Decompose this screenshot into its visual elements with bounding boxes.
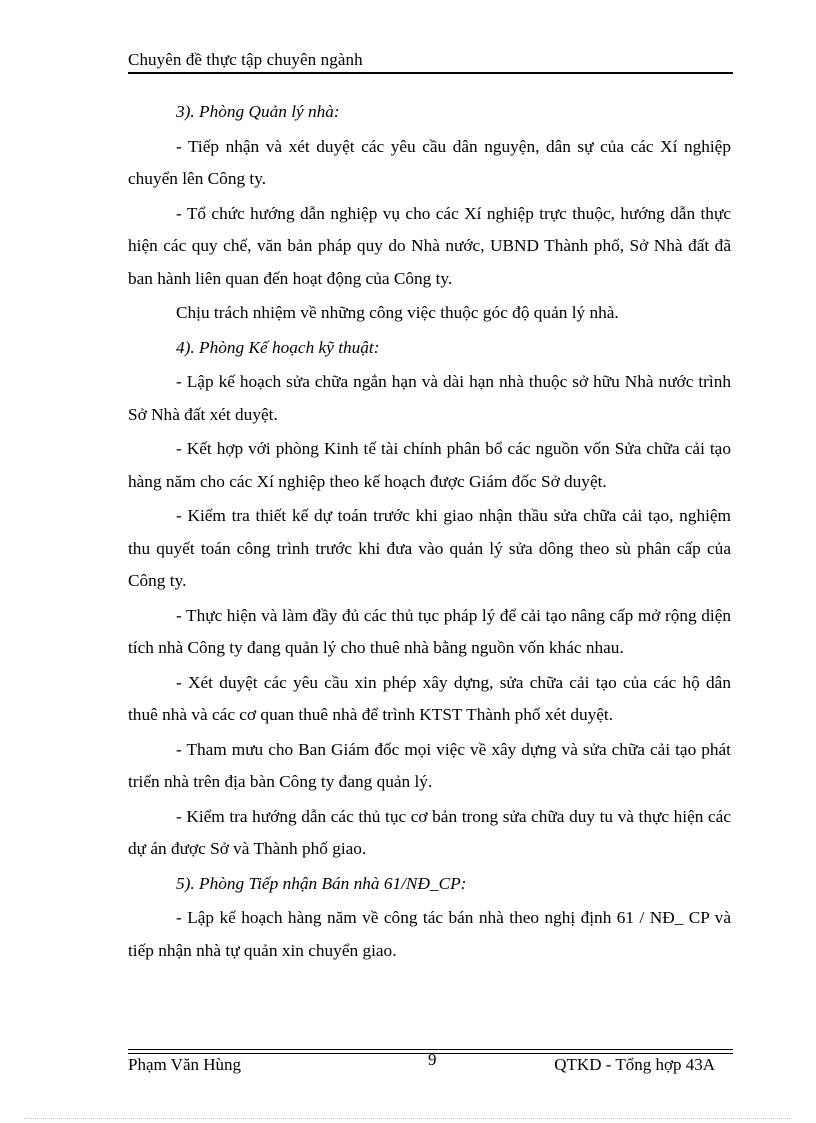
- paragraph: - Tổ chức hướng dẫn nghiệp vụ cho các Xí nghiệp trực thuộc, hướng dẫn thực hiện các quy chế, văn bản pháp quy do Nhà nước, UBND Thành phố, Sở Nhà đất đã ban hành liên quan đến hoạt động của Công ty.: [128, 203, 731, 288]
- paragraph: - Lập kế hoạch hàng năm về công tác bán nhà theo nghị định 61 / NĐ_ CP và tiếp nhận nhà tự quản xin chuyển giao.: [128, 908, 731, 960]
- page-footer: [128, 1046, 733, 1086]
- paragraph: - Thực hiện và làm đầy đủ các thủ tục pháp lý để cải tạo nâng cấp mở rộng diện tích nhà Công ty đang quản lý cho thuê nhà bằng nguồn vốn khác nhau.: [128, 605, 731, 657]
- document-body: [128, 96, 731, 969]
- paragraph: - Tham mưu cho Ban Giám đốc mọi việc về xây dựng và sửa chữa cải tạo phát triển nhà trên địa bàn Công ty đang quản lý.: [128, 739, 731, 791]
- paragraph: - Xét duyệt các yêu cầu xin phép xây dựng, sửa chữa cải tạo của các hộ dân thuê nhà và các cơ quan thuê nhà để trình KTST Thành phố xét duyệt.: [128, 672, 731, 724]
- page-number: 9: [428, 1050, 437, 1069]
- header-rule: [128, 72, 733, 74]
- section-heading-ke-hoach-ky-thuat: 4). Phòng Kế hoạch kỹ thuật:: [176, 337, 380, 357]
- paragraph: - Kiểm tra thiết kế dự toán trước khi giao nhận thầu sửa chữa cải tạo, nghiệm thu quyết toán công trình trước khi đưa vào quản lý sửa dông theo sù phân cấp của Công ty.: [128, 506, 731, 590]
- paragraph: Chịu trách nhiệm về những công việc thuộc góc độ quản lý nhà.: [176, 303, 619, 322]
- paragraph: - Lập kế hoạch sửa chữa ngắn hạn và dài hạn nhà thuộc sở hữu Nhà nước trình Sở Nhà đất xét duyệt.: [128, 372, 731, 424]
- paragraph: - Kết hợp với phòng Kinh tế tài chính phân bổ các nguồn vốn Sửa chữa cải tạo hàng năm cho các Xí nghiệp theo kế hoạch được Giám đốc Sở duyệt.: [128, 439, 731, 491]
- header-title: Chuyên đề thực tập chuyên ngành: [128, 50, 363, 69]
- footer-class-name: QTKD - Tổng hợp 43A: [554, 1055, 715, 1074]
- page-header: [128, 48, 733, 72]
- section-heading-tiep-nhan-ban-nha: 5). Phòng Tiếp nhận Bán nhà 61/NĐ_CP:: [176, 873, 467, 893]
- footer-author: Phạm Văn Hùng: [128, 1055, 242, 1074]
- section-heading-quan-ly-nha: 3). Phòng Quản lý nhà:: [176, 102, 340, 121]
- paragraph: - Tiếp nhận và xét duyệt các yêu cầu dân nguyện, dân sự của các Xí nghiệp chuyển lên Công ty.: [128, 136, 731, 188]
- paragraph: - Kiểm tra hướng dẫn các thủ tục cơ bản trong sửa chữa duy tu và thực hiện các dự án được Sở và Thành phố giao.: [128, 806, 731, 858]
- page-edge: [24, 1118, 792, 1119]
